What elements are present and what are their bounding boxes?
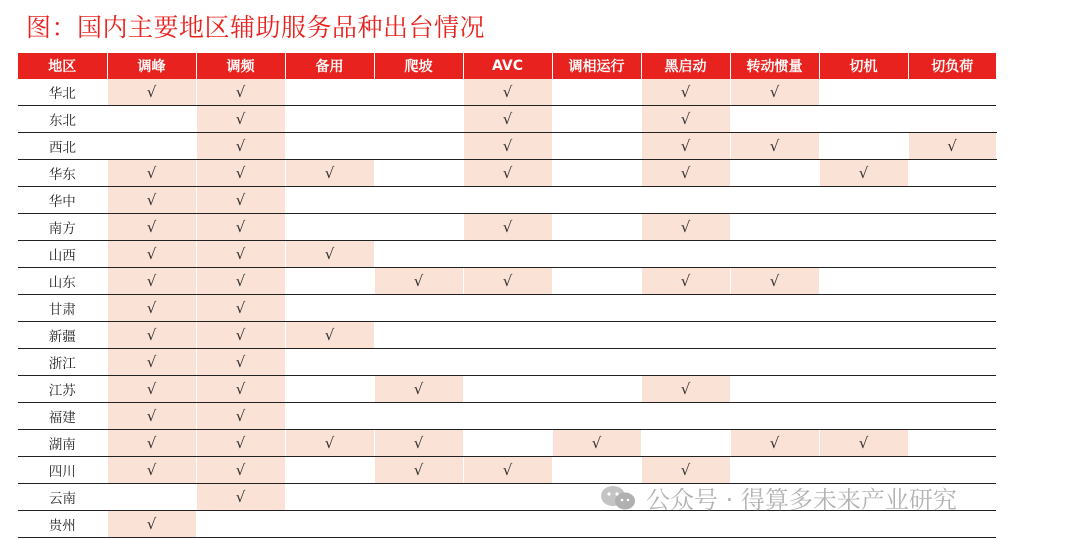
check-cell: √: [641, 268, 730, 295]
empty-cell: [285, 79, 374, 106]
column-header: 黑启动: [641, 53, 730, 79]
empty-cell: [463, 241, 552, 268]
empty-cell: [463, 484, 552, 511]
empty-cell: [819, 376, 908, 403]
empty-cell: [463, 322, 552, 349]
check-cell: √: [196, 79, 285, 106]
empty-cell: [196, 511, 285, 538]
column-header: 备用: [285, 53, 374, 79]
empty-cell: [908, 187, 996, 214]
empty-cell: [908, 295, 996, 322]
empty-cell: [463, 295, 552, 322]
table-row: [18, 187, 996, 214]
check-cell: √: [196, 349, 285, 376]
check-cell: √: [107, 79, 196, 106]
table-row: [18, 241, 996, 268]
empty-cell: [374, 187, 463, 214]
region-cell: 贵州: [18, 511, 107, 538]
table-row: [18, 106, 996, 133]
empty-cell: [107, 484, 196, 511]
empty-cell: [285, 349, 374, 376]
empty-cell: [908, 430, 996, 457]
empty-cell: [374, 295, 463, 322]
empty-cell: [463, 511, 552, 538]
check-cell: √: [552, 430, 641, 457]
empty-cell: [552, 322, 641, 349]
check-cell: √: [374, 430, 463, 457]
check-cell: √: [107, 241, 196, 268]
column-header: 切负荷: [908, 53, 996, 79]
empty-cell: [107, 133, 196, 160]
check-cell: √: [285, 430, 374, 457]
empty-cell: [641, 349, 730, 376]
check-cell: √: [196, 430, 285, 457]
table-row: [18, 268, 996, 295]
table-row: [18, 430, 996, 457]
table-row: [18, 376, 996, 403]
empty-cell: [730, 295, 819, 322]
empty-cell: [641, 430, 730, 457]
region-cell: 福建: [18, 403, 107, 430]
check-cell: √: [107, 214, 196, 241]
check-cell: √: [819, 430, 908, 457]
empty-cell: [730, 106, 819, 133]
check-cell: √: [463, 106, 552, 133]
empty-cell: [641, 322, 730, 349]
region-cell: 云南: [18, 484, 107, 511]
column-header: 爬坡: [374, 53, 463, 79]
check-cell: √: [196, 133, 285, 160]
check-cell: √: [641, 106, 730, 133]
empty-cell: [463, 349, 552, 376]
check-cell: √: [107, 430, 196, 457]
empty-cell: [285, 511, 374, 538]
check-cell: √: [374, 457, 463, 484]
empty-cell: [374, 511, 463, 538]
check-cell: √: [285, 322, 374, 349]
check-cell: √: [107, 403, 196, 430]
empty-cell: [374, 133, 463, 160]
table-row: [18, 133, 996, 160]
check-cell: √: [196, 295, 285, 322]
check-cell: √: [730, 430, 819, 457]
empty-cell: [374, 160, 463, 187]
table-row: [18, 214, 996, 241]
region-cell: 江苏: [18, 376, 107, 403]
column-header: 调相运行: [552, 53, 641, 79]
region-cell: 西北: [18, 133, 107, 160]
empty-cell: [908, 160, 996, 187]
empty-cell: [908, 79, 996, 106]
empty-cell: [819, 106, 908, 133]
empty-cell: [463, 430, 552, 457]
check-cell: √: [196, 457, 285, 484]
page-title: 图：国内主要地区辅助服务品种出台情况: [26, 13, 486, 42]
empty-cell: [552, 187, 641, 214]
check-cell: √: [107, 160, 196, 187]
check-cell: √: [107, 457, 196, 484]
check-cell: √: [285, 241, 374, 268]
column-header: 调峰: [107, 53, 196, 79]
check-cell: √: [463, 133, 552, 160]
empty-cell: [908, 106, 996, 133]
check-cell: √: [463, 214, 552, 241]
check-cell: √: [908, 133, 996, 160]
empty-cell: [285, 295, 374, 322]
region-cell: 华东: [18, 160, 107, 187]
empty-cell: [463, 403, 552, 430]
empty-cell: [374, 349, 463, 376]
check-cell: √: [730, 268, 819, 295]
empty-cell: [285, 187, 374, 214]
empty-cell: [908, 268, 996, 295]
empty-cell: [819, 322, 908, 349]
empty-cell: [285, 106, 374, 133]
services-table: [18, 53, 997, 538]
check-cell: √: [196, 484, 285, 511]
header-row: [18, 53, 996, 79]
empty-cell: [641, 295, 730, 322]
check-cell: √: [107, 295, 196, 322]
empty-cell: [641, 403, 730, 430]
table-row: [18, 322, 996, 349]
table-row: [18, 349, 996, 376]
empty-cell: [819, 241, 908, 268]
region-cell: 南方: [18, 214, 107, 241]
empty-cell: [552, 106, 641, 133]
check-cell: √: [374, 376, 463, 403]
empty-cell: [730, 160, 819, 187]
empty-cell: [285, 214, 374, 241]
empty-cell: [819, 133, 908, 160]
check-cell: √: [463, 268, 552, 295]
empty-cell: [641, 241, 730, 268]
empty-cell: [908, 214, 996, 241]
table-row: [18, 295, 996, 322]
check-cell: √: [107, 268, 196, 295]
check-cell: √: [641, 376, 730, 403]
empty-cell: [552, 403, 641, 430]
empty-cell: [819, 214, 908, 241]
empty-cell: [285, 268, 374, 295]
watermark-text: 公众号 · 得算多未来产业研究: [646, 486, 957, 514]
empty-cell: [463, 376, 552, 403]
check-cell: √: [374, 268, 463, 295]
check-cell: √: [196, 376, 285, 403]
empty-cell: [552, 349, 641, 376]
table-row: [18, 79, 996, 106]
empty-cell: [552, 268, 641, 295]
region-cell: 甘肃: [18, 295, 107, 322]
empty-cell: [908, 403, 996, 430]
check-cell: √: [196, 160, 285, 187]
column-header: AVC: [463, 53, 552, 79]
empty-cell: [374, 322, 463, 349]
empty-cell: [552, 376, 641, 403]
empty-cell: [285, 484, 374, 511]
empty-cell: [730, 349, 819, 376]
empty-cell: [285, 403, 374, 430]
empty-cell: [374, 241, 463, 268]
region-cell: 四川: [18, 457, 107, 484]
column-header-region: 地区: [18, 53, 107, 79]
table-row: [18, 160, 996, 187]
empty-cell: [552, 133, 641, 160]
region-cell: 东北: [18, 106, 107, 133]
check-cell: √: [196, 241, 285, 268]
check-cell: √: [641, 160, 730, 187]
check-cell: √: [641, 79, 730, 106]
check-cell: √: [196, 106, 285, 133]
empty-cell: [374, 79, 463, 106]
column-header: 调频: [196, 53, 285, 79]
empty-cell: [552, 214, 641, 241]
region-cell: 湖南: [18, 430, 107, 457]
empty-cell: [641, 187, 730, 214]
check-cell: √: [641, 457, 730, 484]
check-cell: √: [196, 214, 285, 241]
empty-cell: [819, 349, 908, 376]
check-cell: √: [196, 187, 285, 214]
check-cell: √: [196, 403, 285, 430]
empty-cell: [374, 106, 463, 133]
empty-cell: [730, 403, 819, 430]
check-cell: √: [730, 133, 819, 160]
empty-cell: [908, 349, 996, 376]
table-body: [18, 79, 996, 538]
empty-cell: [908, 322, 996, 349]
empty-cell: [374, 214, 463, 241]
check-cell: √: [107, 511, 196, 538]
empty-cell: [107, 106, 196, 133]
region-cell: 山东: [18, 268, 107, 295]
empty-cell: [285, 376, 374, 403]
empty-cell: [285, 457, 374, 484]
empty-cell: [374, 403, 463, 430]
check-cell: √: [463, 79, 552, 106]
empty-cell: [908, 241, 996, 268]
empty-cell: [819, 295, 908, 322]
check-cell: √: [107, 376, 196, 403]
region-cell: 华中: [18, 187, 107, 214]
check-cell: √: [641, 133, 730, 160]
empty-cell: [730, 187, 819, 214]
region-cell: 华北: [18, 79, 107, 106]
empty-cell: [552, 295, 641, 322]
check-cell: √: [107, 349, 196, 376]
empty-cell: [552, 79, 641, 106]
empty-cell: [552, 241, 641, 268]
empty-cell: [730, 214, 819, 241]
empty-cell: [285, 133, 374, 160]
check-cell: √: [196, 322, 285, 349]
table-row: [18, 403, 996, 430]
empty-cell: [819, 268, 908, 295]
empty-cell: [552, 160, 641, 187]
check-cell: √: [463, 457, 552, 484]
check-cell: √: [107, 322, 196, 349]
column-header: 切机: [819, 53, 908, 79]
region-cell: 新疆: [18, 322, 107, 349]
region-cell: 山西: [18, 241, 107, 268]
check-cell: √: [196, 268, 285, 295]
column-header: 转动惯量: [730, 53, 819, 79]
watermark: [598, 480, 957, 515]
empty-cell: [819, 79, 908, 106]
check-cell: √: [107, 187, 196, 214]
check-cell: √: [819, 160, 908, 187]
check-cell: √: [730, 79, 819, 106]
wechat-icon: [598, 484, 640, 512]
empty-cell: [819, 187, 908, 214]
empty-cell: [374, 484, 463, 511]
region-cell: 浙江: [18, 349, 107, 376]
empty-cell: [730, 241, 819, 268]
check-cell: √: [285, 160, 374, 187]
empty-cell: [463, 187, 552, 214]
empty-cell: [730, 322, 819, 349]
empty-cell: [819, 403, 908, 430]
check-cell: √: [463, 160, 552, 187]
check-cell: √: [641, 214, 730, 241]
empty-cell: [730, 376, 819, 403]
empty-cell: [908, 376, 996, 403]
